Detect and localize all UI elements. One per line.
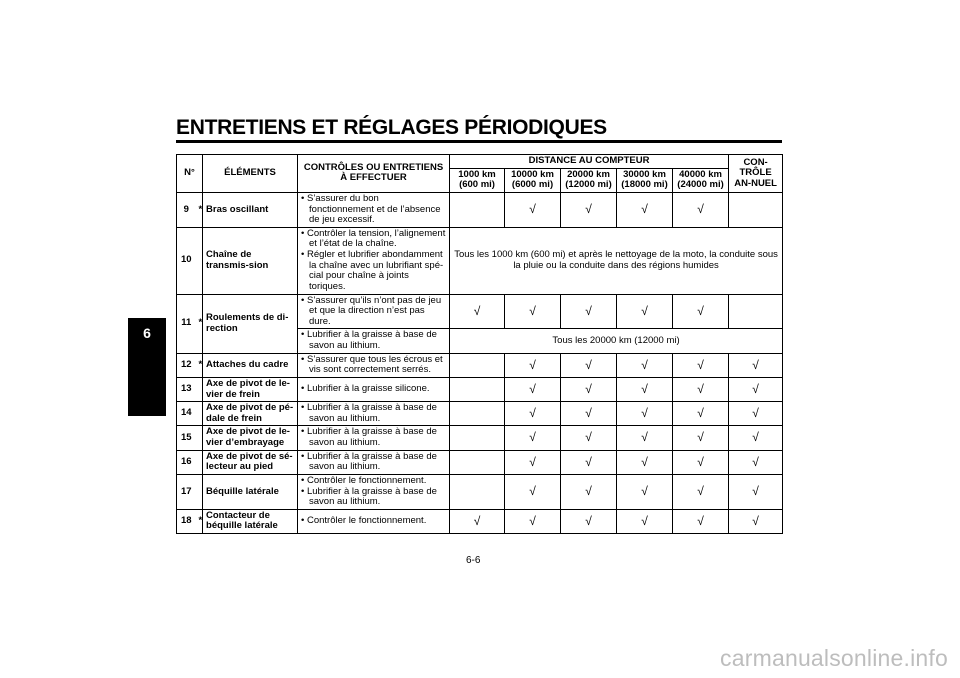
table-row bbox=[177, 192, 783, 227]
table-row bbox=[177, 474, 783, 509]
check-mark-cell: √ bbox=[617, 509, 673, 533]
check-mark-cell: √ bbox=[617, 402, 673, 426]
item-name: Chaîne de transmis-sion bbox=[203, 227, 298, 294]
check-mark-cell: √ bbox=[617, 377, 673, 401]
checks-list bbox=[301, 384, 446, 395]
checks-list bbox=[301, 296, 446, 328]
check-mark-cell: √ bbox=[617, 294, 673, 329]
row-star bbox=[196, 474, 203, 509]
check-item: • S’assurer du bon fonctionnement et de l’absence de jeu excessif. bbox=[301, 194, 446, 226]
check-mark-cell: √ bbox=[673, 353, 729, 377]
item-name: Axe de pivot de le-vier d’embrayage bbox=[203, 426, 298, 450]
table-row bbox=[177, 353, 783, 377]
row-number: 9 bbox=[177, 192, 196, 227]
row-star bbox=[196, 426, 203, 450]
header-interval: 30000 km (18000 mi) bbox=[617, 168, 673, 192]
row-number: 14 bbox=[177, 402, 196, 426]
check-mark-cell: √ bbox=[673, 192, 729, 227]
watermark: carmanualsonline.info bbox=[720, 645, 948, 671]
table-row bbox=[177, 227, 783, 294]
check-mark-cell bbox=[450, 402, 505, 426]
header-num: N° bbox=[177, 155, 203, 193]
checks-cell bbox=[298, 377, 450, 401]
item-name: Contacteur de béquille latérale bbox=[203, 509, 298, 533]
check-mark-cell: √ bbox=[505, 377, 561, 401]
check-mark-cell: √ bbox=[505, 450, 561, 474]
row-number: 10 bbox=[177, 227, 196, 294]
check-mark-cell: √ bbox=[450, 294, 505, 329]
check-mark-cell bbox=[450, 426, 505, 450]
checks-cell bbox=[298, 329, 450, 353]
check-mark-cell: √ bbox=[561, 402, 617, 426]
table-row bbox=[177, 402, 783, 426]
check-mark-cell bbox=[729, 192, 783, 227]
check-mark-cell bbox=[450, 450, 505, 474]
check-mark-cell: √ bbox=[673, 294, 729, 329]
check-mark-cell: √ bbox=[673, 509, 729, 533]
check-mark-cell: √ bbox=[561, 426, 617, 450]
interval-note: Tous les 20000 km (12000 mi) bbox=[450, 329, 783, 353]
row-number: 12 bbox=[177, 353, 196, 377]
checks-cell bbox=[298, 294, 450, 329]
row-number: 11 bbox=[177, 294, 196, 353]
item-name: Axe de pivot de pé-dale de frein bbox=[203, 402, 298, 426]
checks-cell bbox=[298, 509, 450, 533]
checks-list bbox=[301, 194, 446, 226]
check-mark-cell: √ bbox=[505, 402, 561, 426]
row-number: 17 bbox=[177, 474, 196, 509]
row-star: * bbox=[196, 353, 203, 377]
check-mark-cell: √ bbox=[673, 450, 729, 474]
row-star: * bbox=[196, 294, 203, 353]
table-row bbox=[177, 450, 783, 474]
checks-list bbox=[301, 330, 446, 351]
row-number: 18 bbox=[177, 509, 196, 533]
check-mark-cell: √ bbox=[505, 474, 561, 509]
check-item: • Lubrifier à la graisse à base de savon au lithium. bbox=[301, 427, 446, 448]
check-item: • Lubrifier à la graisse à base de savon au lithium. bbox=[301, 487, 446, 508]
page-number: 6-6 bbox=[466, 555, 481, 566]
header-checks: CONTRÔLES OU ENTRETIENS À EFFECTUER bbox=[298, 155, 450, 193]
check-item: • Lubrifier à la graisse à base de savon au lithium. bbox=[301, 330, 446, 351]
check-mark-cell: √ bbox=[505, 353, 561, 377]
section-tab-number: 6 bbox=[143, 325, 151, 341]
check-mark-cell: √ bbox=[505, 294, 561, 329]
row-star bbox=[196, 377, 203, 401]
check-mark-cell: √ bbox=[729, 509, 783, 533]
item-name: Bras oscillant bbox=[203, 192, 298, 227]
check-mark-cell: √ bbox=[561, 192, 617, 227]
check-mark-cell: √ bbox=[729, 353, 783, 377]
check-mark-cell: √ bbox=[450, 509, 505, 533]
check-mark-cell: √ bbox=[561, 509, 617, 533]
check-mark-cell bbox=[450, 474, 505, 509]
check-item: • Régler et lubrifier abondamment la chaîne avec un lubrifiant spé-cial pour chaîne à joints toriques. bbox=[301, 250, 446, 293]
row-star: * bbox=[196, 192, 203, 227]
check-mark-cell: √ bbox=[673, 426, 729, 450]
check-mark-cell: √ bbox=[561, 294, 617, 329]
table-row bbox=[177, 426, 783, 450]
check-item: • S’assurer que tous les écrous et vis sont correctement serrés. bbox=[301, 355, 446, 376]
row-star: * bbox=[196, 509, 203, 533]
check-item: • Lubrifier à la graisse à base de savon au lithium. bbox=[301, 403, 446, 424]
check-mark-cell: √ bbox=[561, 377, 617, 401]
check-mark-cell: √ bbox=[729, 450, 783, 474]
check-mark-cell: √ bbox=[617, 426, 673, 450]
row-number: 15 bbox=[177, 426, 196, 450]
check-mark-cell: √ bbox=[617, 450, 673, 474]
check-mark-cell: √ bbox=[729, 377, 783, 401]
header-interval: 1000 km (600 mi) bbox=[450, 168, 505, 192]
maintenance-table bbox=[176, 154, 783, 534]
check-item: • S’assurer qu’ils n’ont pas de jeu et que la direction n’est pas dure. bbox=[301, 296, 446, 328]
check-mark-cell: √ bbox=[505, 192, 561, 227]
checks-list bbox=[301, 452, 446, 473]
item-name: Béquille latérale bbox=[203, 474, 298, 509]
checks-list bbox=[301, 427, 446, 448]
checks-list bbox=[301, 229, 446, 293]
header-annual: CON-TRÔLE AN-NUEL bbox=[729, 155, 783, 193]
item-name: Axe de pivot de sé-lecteur au pied bbox=[203, 450, 298, 474]
check-item: • Lubrifier à la graisse silicone. bbox=[301, 384, 446, 395]
row-number: 13 bbox=[177, 377, 196, 401]
checks-list bbox=[301, 403, 446, 424]
checks-cell bbox=[298, 426, 450, 450]
checks-cell bbox=[298, 474, 450, 509]
item-name: Axe de pivot de le-vier de frein bbox=[203, 377, 298, 401]
checks-cell bbox=[298, 353, 450, 377]
check-mark-cell: √ bbox=[561, 450, 617, 474]
check-mark-cell bbox=[729, 294, 783, 329]
check-mark-cell: √ bbox=[673, 474, 729, 509]
check-mark-cell: √ bbox=[617, 474, 673, 509]
check-item: • Contrôler la tension, l’alignement et l’état de la chaîne. bbox=[301, 229, 446, 250]
title-underline bbox=[176, 140, 782, 143]
check-mark-cell bbox=[450, 192, 505, 227]
row-star bbox=[196, 227, 203, 294]
check-mark-cell: √ bbox=[617, 353, 673, 377]
header-item: ÉLÉMENTS bbox=[203, 155, 298, 193]
header-odometer: DISTANCE AU COMPTEUR bbox=[450, 155, 729, 169]
check-mark-cell: √ bbox=[673, 402, 729, 426]
checks-cell bbox=[298, 402, 450, 426]
check-mark-cell: √ bbox=[505, 509, 561, 533]
check-item: • Lubrifier à la graisse à base de savon au lithium. bbox=[301, 452, 446, 473]
checks-list bbox=[301, 476, 446, 508]
checks-cell bbox=[298, 227, 450, 294]
row-star bbox=[196, 402, 203, 426]
header-interval: 40000 km (24000 mi) bbox=[673, 168, 729, 192]
table-row bbox=[177, 509, 783, 533]
check-item: • Contrôler le fonctionnement. bbox=[301, 516, 446, 527]
interval-note: Tous les 1000 km (600 mi) et après le nettoyage de la moto, la conduite sous la pluie ou la conduite dans des régions humides bbox=[450, 227, 783, 294]
item-name: Attaches du cadre bbox=[203, 353, 298, 377]
check-mark-cell: √ bbox=[561, 474, 617, 509]
row-star bbox=[196, 450, 203, 474]
check-mark-cell: √ bbox=[729, 474, 783, 509]
table-row bbox=[177, 294, 783, 329]
checks-list bbox=[301, 516, 446, 527]
check-mark-cell bbox=[450, 353, 505, 377]
check-mark-cell: √ bbox=[561, 353, 617, 377]
table-body bbox=[177, 192, 783, 533]
checks-cell bbox=[298, 192, 450, 227]
check-mark-cell: √ bbox=[729, 402, 783, 426]
check-mark-cell: √ bbox=[673, 377, 729, 401]
check-item: • Contrôler le fonctionnement. bbox=[301, 476, 446, 487]
table-row bbox=[177, 377, 783, 401]
check-mark-cell bbox=[450, 377, 505, 401]
header-interval: 20000 km (12000 mi) bbox=[561, 168, 617, 192]
section-tab bbox=[128, 318, 166, 416]
check-mark-cell: √ bbox=[505, 426, 561, 450]
header-row bbox=[177, 155, 783, 169]
item-name: Roulements de di-rection bbox=[203, 294, 298, 353]
check-mark-cell: √ bbox=[617, 192, 673, 227]
page-title: ENTRETIENS ET RÉGLAGES PÉRIODIQUES bbox=[176, 116, 607, 139]
checks-list bbox=[301, 355, 446, 376]
row-number: 16 bbox=[177, 450, 196, 474]
check-mark-cell: √ bbox=[729, 426, 783, 450]
checks-cell bbox=[298, 450, 450, 474]
header-interval: 10000 km (6000 mi) bbox=[505, 168, 561, 192]
